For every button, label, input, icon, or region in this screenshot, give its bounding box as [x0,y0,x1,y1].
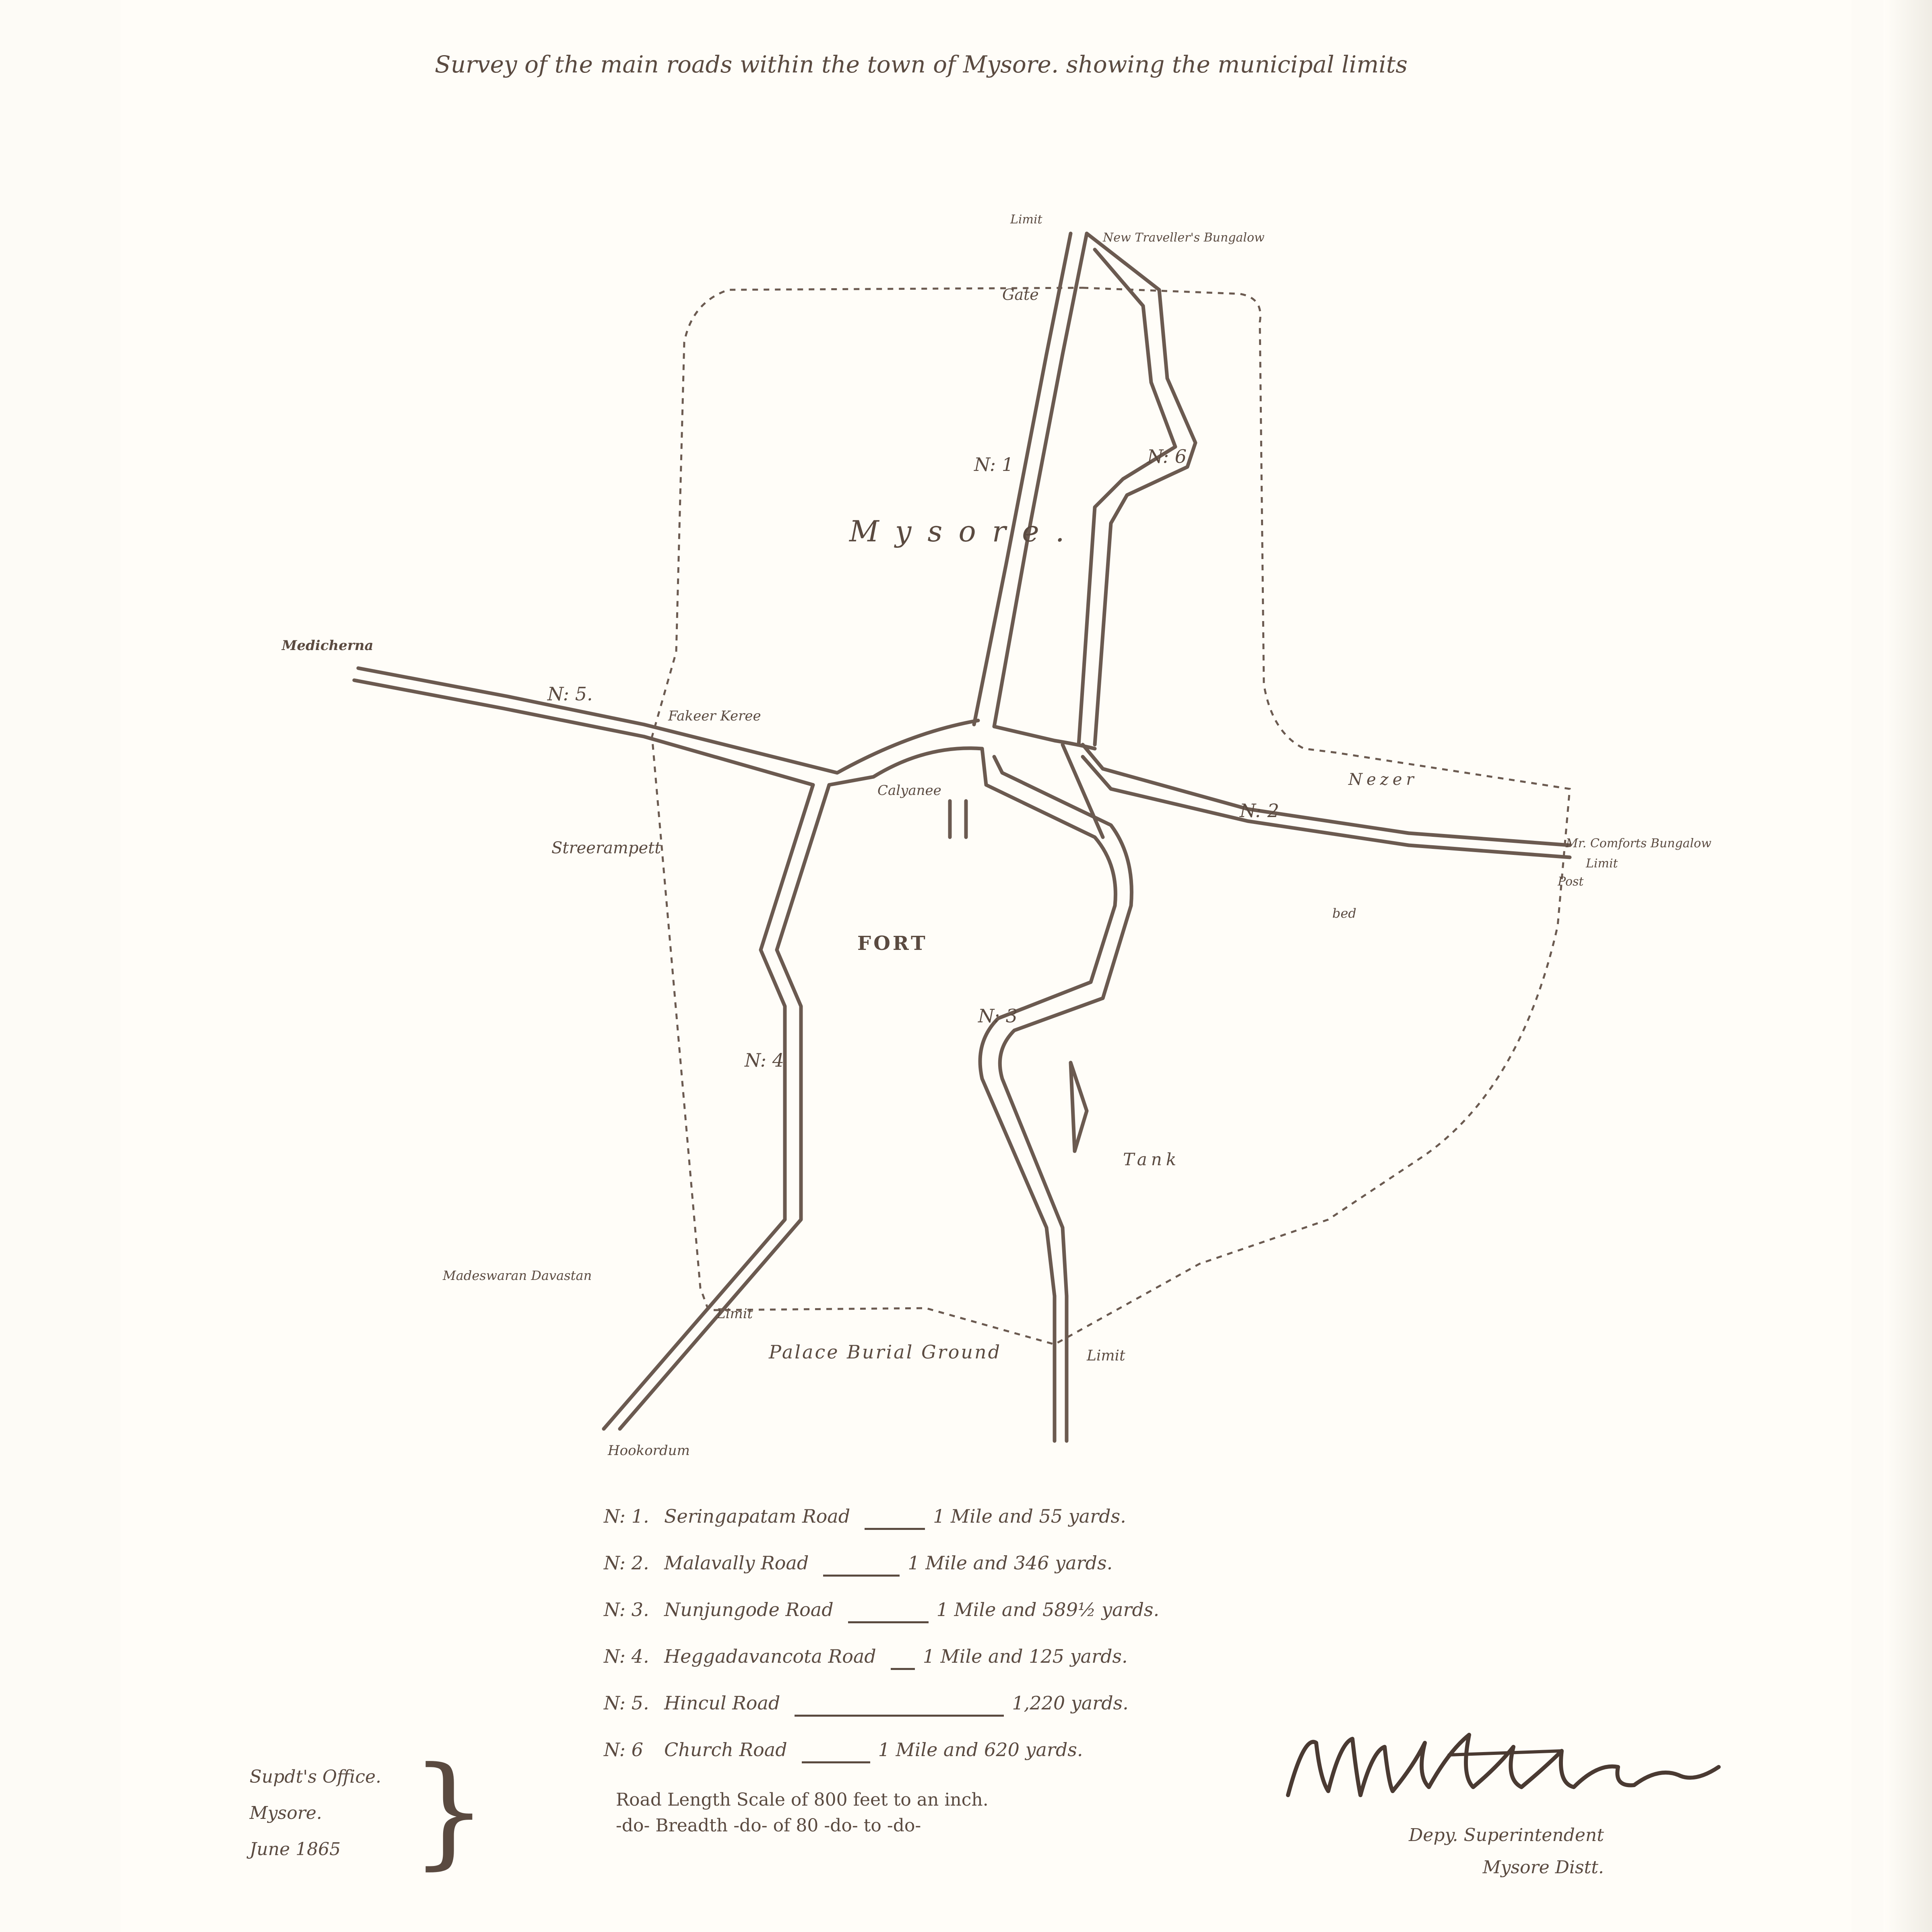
legend-row-road-4 [604,1645,1288,1692]
limit-south-label: Limit [1087,1348,1125,1364]
legend-row-road-2 [604,1552,1288,1599]
legend-row-road-6 [604,1739,1288,1785]
signatory-title-line-2: Mysore Distt. [1482,1857,1604,1878]
western-end-label: Medicherna [282,638,374,654]
road-5-label: N: 5. [547,683,593,705]
calyanee-label: Calyanee [877,782,941,799]
municipal-limit-boundary [652,288,1570,1344]
bed-label: bed [1332,906,1356,921]
office-note [250,1759,381,1868]
legend-road-number: N: 1. [604,1505,649,1527]
legend-road-name: Nunjungode Road [664,1599,834,1620]
legend-road-length: 1 Mile and 346 yards. [908,1552,1113,1574]
signatory-title [1409,1819,1604,1884]
office-line-2: Mysore. [250,1803,322,1823]
legend-road-name: Hincul Road [664,1692,780,1714]
legend-road-number: N: 2. [604,1552,649,1574]
signature-scrawl [1280,1719,1731,1815]
legend-road-number: N: 4. [604,1645,649,1667]
legend-row-road-5 [604,1692,1288,1739]
legend-dash [823,1575,900,1577]
travellers-bungalow-label: New Traveller's Bungalow [1103,231,1265,245]
legend-road-number: N: 6 [604,1739,643,1761]
tank-label: Tank [1123,1150,1181,1169]
limit-north-label: Limit [1010,213,1042,227]
road-2-north-edge [1083,745,1570,845]
office-line-1: Supdt's Office. [250,1767,382,1787]
road-6-outer-edge [1087,233,1195,745]
scale-note [616,1787,989,1839]
legend-road-length: 1 Mile and 589½ yards. [936,1599,1160,1620]
map-title: Survey of the main roads within the town of Mysore. showing the municipal limits [435,51,1408,78]
road-2-south-edge [1083,757,1570,857]
legend-row-road-1 [604,1505,1288,1552]
limit-east-label: Limit [1586,857,1618,871]
legend-dash [795,1715,1004,1717]
road-1-east-edge [994,233,1087,727]
road-4-label: N: 4 [745,1049,784,1071]
legend-road-length: 1 Mile and 55 yards. [933,1505,1126,1527]
legend-road-number: N: 3. [604,1599,649,1620]
post-label: Post [1558,875,1584,889]
comforts-bungalow-label: Mr. Comforts Bungalow [1566,836,1711,850]
legend-road-length: 1 Mile and 620 yards. [878,1739,1083,1761]
legend-road-name: Heggadavancota Road [664,1645,876,1667]
legend-dash [848,1621,929,1623]
legend-road-length: 1,220 yards. [1012,1692,1129,1714]
road-4-east-edge [620,785,829,1429]
fort-label: FORT [857,932,928,955]
limit-southwest-label: Limit [716,1306,753,1322]
legend-road-number: N: 5. [604,1692,649,1714]
nezer-label: Nezer [1348,770,1418,789]
fakeer-keeree-label: Fakeer Keree [668,708,761,724]
road-1-west-edge [974,233,1071,724]
tank-sluice [1071,1063,1087,1151]
palace-burial-ground-label: Palace Burial Ground [769,1341,1002,1363]
legend-dash [891,1668,915,1670]
road-4-west-edge [604,785,813,1429]
road-1-label: N: 1 [974,454,1013,475]
road-6-label: N: 6 [1147,446,1187,467]
signatory-title-line-1: Depy. Superintendent [1409,1825,1604,1845]
scale-line-breadth: -do- Breadth -do- of 80 -do- to -do- [616,1815,921,1836]
office-line-3: June 1865 [250,1839,341,1860]
legend-row-road-3 [604,1599,1288,1645]
legend-dash [865,1528,925,1530]
legend-road-name: Malavally Road [664,1552,809,1574]
road-legend [604,1505,1288,1785]
brace-mark: } [411,1741,487,1881]
road-3-label: N: 3 [978,1005,1018,1027]
town-name-label: Mysore. [849,514,1081,548]
streerampett-label: Streerampett [551,839,661,857]
madaswaran-davastan-label: Madeswaran Davastan [443,1268,592,1283]
legend-road-length: 1 Mile and 125 yards. [923,1645,1128,1667]
southern-end-label: Hookordum [608,1443,690,1459]
legend-road-name: Church Road [664,1739,787,1761]
gate-label: Gate [1002,286,1039,303]
scale-line-length: Road Length Scale of 800 feet to an inch. [616,1790,989,1810]
legend-dash [802,1761,870,1763]
legend-road-name: Seringapatam Road [664,1505,850,1527]
road-2-label: N: 2 [1240,800,1279,822]
